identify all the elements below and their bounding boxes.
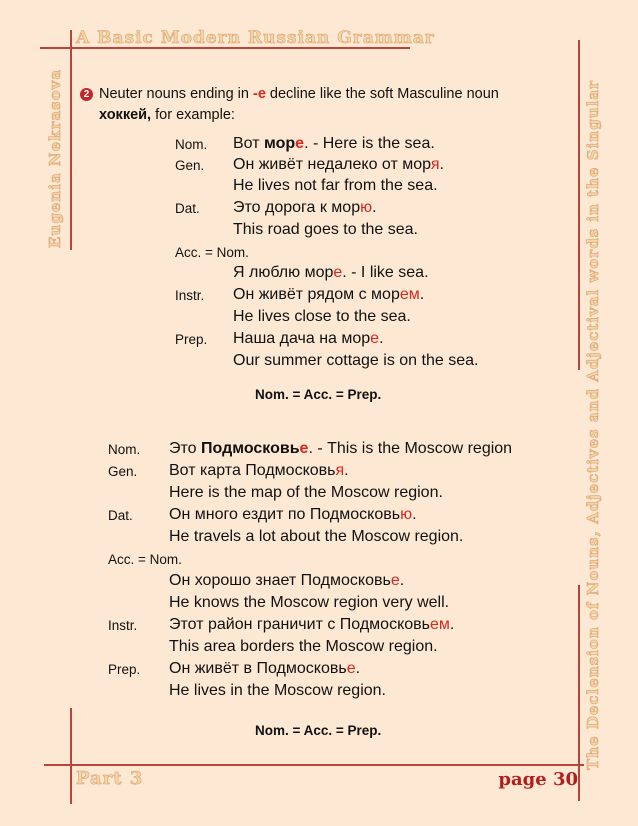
author-name: Eugenia Nekrasova [46,68,64,248]
case-label: Nom. [108,442,141,457]
case-label: Dat. [175,201,200,216]
ru-sentence: Наша дача на море. [233,330,384,347]
ru-sentence: Этот район граничит с Подмосковьем. [169,616,455,633]
case-label: Instr. [175,288,205,303]
ex2-acc-label: Acc. = Nom. [108,552,182,567]
frame-line-right-top [578,40,580,370]
ex1-dat-translation: This road goes to the sea. [233,221,418,238]
intro-text-1: Neuter nouns ending in [99,86,249,102]
ex1-acc-sentence: Я люблю море. - I like sea. [233,264,429,281]
intro-noun: хоккей, [99,107,152,123]
case-label: Nom. [175,137,208,152]
intro-text-3: for example: [155,107,235,123]
intro-ending: -е [252,86,266,102]
ex1-instr-translation: He lives close to the sea. [233,308,411,325]
ex1-gen-translation: He lives not far from the sea. [233,177,438,194]
part-label: Part 3 [76,768,144,789]
ex1-prep-translation: Our summer cottage is on the sea. [233,352,479,369]
ru-sentence: Он много ездит по Подмосковью. [169,506,417,523]
intro-text-2: decline like the soft Masculine noun [269,86,499,102]
case-label: Instr. [108,618,138,633]
frame-line-left-top [70,30,72,250]
ex2-acc-translation: He knows the Moscow region very well. [169,594,450,611]
ex2-gen-translation: Here is the map of the Moscow region. [169,484,443,501]
ru-sentence: Это дорога к морю. [233,199,377,216]
bullet-number: 2 [80,88,93,101]
chapter-title: The Declension of Nouns, Adjectives and Adjectival words in the Singular [584,80,602,770]
ru-sentence: Вот море. - Here is the sea. [233,135,435,152]
ex2-summary: Nom. = Acc. = Prep. [255,723,382,738]
ex1-acc-label: Acc. = Nom. [175,245,249,260]
ex2-dat-translation: He travels a lot about the Moscow region. [169,528,464,545]
ex2-prep-translation: He lives in the Moscow region. [169,682,386,699]
ex1-summary: Nom. = Acc. = Prep. [255,387,382,402]
ru-sentence: Это Подмосковье. - This is the Moscow region [169,440,513,457]
ru-sentence: Он живёт рядом с морем. [233,286,425,303]
book-title: A Basic Modern Russian Grammar [76,28,435,48]
ru-sentence: Он живёт недалеко от моря. [233,156,444,173]
case-label: Gen. [175,158,205,173]
case-label: Prep. [108,662,141,677]
case-label: Gen. [108,464,138,479]
ru-sentence: Он живёт в Подмосковье. [169,660,361,677]
page-number: page 30 [498,769,578,790]
frame-line-bottom [44,764,584,766]
ru-sentence: Вот карта Подмосковья. [169,462,349,479]
case-label: Prep. [175,332,208,347]
ex2-instr-translation: This area borders the Moscow region. [169,638,438,655]
case-label: Dat. [108,508,133,523]
frame-line-left-bottom [70,708,72,804]
ex2-acc-sentence: Он хорошо знает Подмосковье. [169,572,405,589]
rule-intro [80,84,540,126]
frame-line-right-bottom [578,585,580,801]
